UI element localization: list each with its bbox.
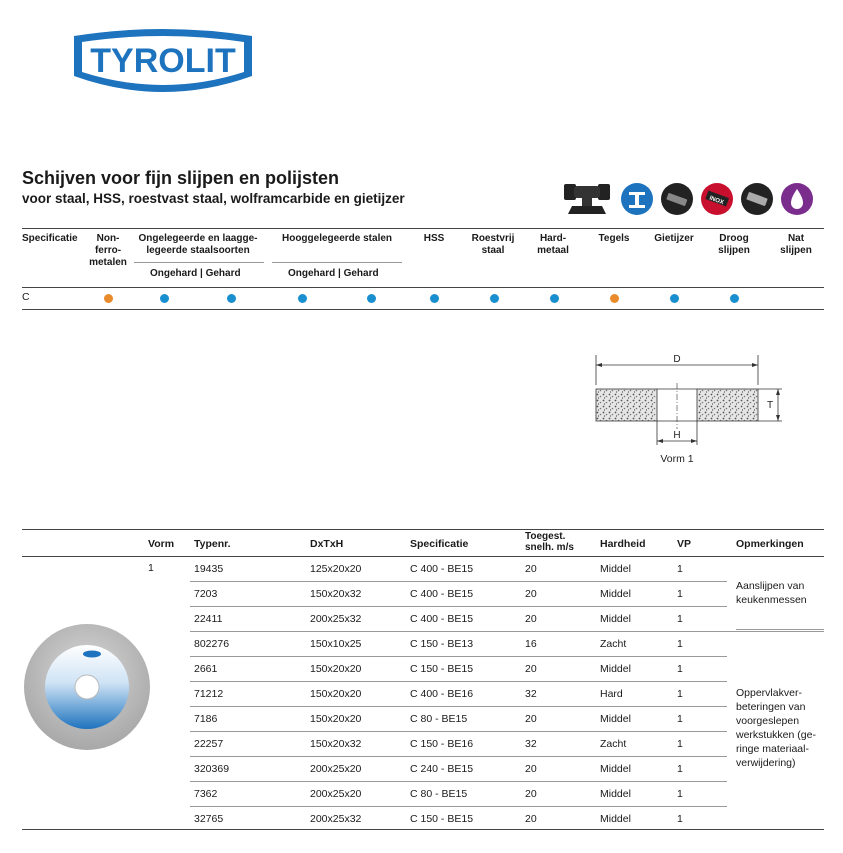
cell-dxtxh: 150x20x20 [310, 663, 362, 675]
cell-dxtxh: 200x25x20 [310, 788, 362, 800]
cell-speed: 20 [525, 788, 537, 800]
cell-dxtxh: 200x25x32 [310, 613, 362, 625]
cell-typenr: 32765 [194, 813, 224, 825]
table-row [0, 557, 843, 582]
cell-hardheid: Middel [600, 663, 631, 675]
table-row [0, 757, 843, 782]
header-droog: Droog slijpen [718, 233, 750, 256]
suitability-dot [550, 294, 559, 303]
remark-1: Aanslijpen van keukenmessen [736, 580, 807, 606]
page-title: Schijven voor fijn slijpen en polijsten [22, 168, 340, 188]
cell-specificatie: C 400 - BE16 [410, 688, 474, 700]
steel-profile-icon [620, 180, 654, 218]
cell-specificatie: C 80 - BE15 [410, 788, 468, 800]
th-vorm: Vorm [148, 538, 175, 550]
inox-icon [700, 180, 734, 218]
bench-grinder-icon [560, 180, 614, 218]
grinding-wheel-image [22, 622, 152, 752]
suitability-dot [610, 294, 619, 303]
cell-dxtxh: 200x25x20 [310, 763, 362, 775]
cast-iron-icon [780, 180, 814, 218]
header-hardmetaal: Hard- metaal [537, 233, 569, 256]
cell-dxtxh: 125x20x20 [310, 563, 362, 575]
cell-dxtxh: 150x20x20 [310, 713, 362, 725]
cell-typenr: 19435 [194, 563, 224, 575]
cell-specificatie: C 240 - BE15 [410, 763, 474, 775]
cell-specificatie: C 400 - BE15 [410, 588, 474, 600]
suitability-dot [730, 294, 739, 303]
cell-hardheid: Zacht [600, 638, 627, 650]
th-hardheid: Hardheid [600, 538, 646, 550]
suitability-dot [490, 294, 499, 303]
suitability-dot [227, 294, 236, 303]
cell-typenr: 7362 [194, 788, 218, 800]
th-toegest: Toegest. snelh. m/s [525, 531, 574, 553]
cell-hardheid: Middel [600, 613, 631, 625]
header-hss: HSS [423, 233, 445, 244]
spec-row-bottom-rule [22, 309, 824, 310]
cell-speed: 20 [525, 763, 537, 775]
ongelegeerde-sub-rule [134, 262, 264, 263]
svg-text:INOX: INOX [708, 195, 725, 207]
tyrolit-logo [68, 28, 258, 104]
cell-typenr: 71212 [194, 688, 224, 700]
cell-speed: 20 [525, 588, 537, 600]
diagram-t-label: T [766, 400, 774, 411]
cell-vp: 1 [677, 688, 683, 700]
diagram-d-label: D [673, 354, 681, 365]
svg-text:TYROLIT: TYROLIT [90, 42, 236, 80]
th-typenr: Typenr. [194, 538, 231, 550]
vorm-value: 1 [148, 562, 154, 574]
cell-typenr: 802276 [194, 638, 230, 650]
cell-vp: 1 [677, 663, 683, 675]
carbide-icon [740, 180, 774, 218]
header-roestvrij: Roestvrij staal [471, 233, 515, 256]
cell-typenr: 2661 [194, 663, 218, 675]
cell-vp: 1 [677, 813, 683, 825]
cell-typenr: 22411 [194, 613, 223, 625]
cell-speed: 20 [525, 713, 537, 725]
table-row [0, 582, 843, 607]
cell-specificatie: C 400 - BE15 [410, 613, 474, 625]
suitability-dot [367, 294, 376, 303]
header-non-ferro: Non- ferro- metalen [89, 233, 127, 268]
cell-vp: 1 [677, 738, 683, 750]
cell-hardheid: Middel [600, 763, 631, 775]
suitability-dot [430, 294, 439, 303]
cell-vp: 1 [677, 613, 683, 625]
cell-typenr: 320369 [194, 763, 230, 775]
cell-hardheid: Middel [600, 813, 631, 825]
cell-specificatie: C 150 - BE15 [410, 813, 474, 825]
ongelegeerde-subheader: Ongehard | Gehard [150, 268, 241, 279]
cell-speed: 20 [525, 613, 537, 625]
cell-dxtxh: 150x10x25 [310, 638, 362, 650]
product-table-top-rule [22, 529, 824, 530]
page-subtitle: voor staal, HSS, roestvast staal, wolframcarbide en gietijzer [22, 191, 405, 206]
cell-typenr: 7203 [194, 588, 218, 600]
suitability-dot [160, 294, 169, 303]
spec-row-top-rule [22, 287, 824, 288]
hss-icon [660, 180, 694, 218]
suitability-dot [104, 294, 113, 303]
cell-speed: 32 [525, 738, 537, 750]
th-specificatie: Specificatie [410, 538, 469, 550]
cell-hardheid: Middel [600, 788, 631, 800]
header-nat: Nat slijpen [780, 233, 812, 256]
cell-vp: 1 [677, 638, 683, 650]
remark-divider [736, 629, 824, 630]
cell-speed: 20 [525, 813, 537, 825]
cell-hardheid: Middel [600, 563, 631, 575]
cell-speed: 32 [525, 688, 537, 700]
th-opmerkingen: Opmerkingen [736, 538, 804, 550]
cell-speed: 20 [525, 563, 537, 575]
cell-hardheid: Hard [600, 688, 623, 700]
cell-hardheid: Middel [600, 713, 631, 725]
header-specificatie: Specificatie [22, 233, 78, 244]
hooggelegeerde-sub-rule [272, 262, 402, 263]
cell-specificatie: C 150 - BE15 [410, 663, 474, 675]
cell-speed: 20 [525, 663, 537, 675]
cell-dxtxh: 150x20x32 [310, 588, 362, 600]
cell-vp: 1 [677, 588, 683, 600]
cell-hardheid: Zacht [600, 738, 627, 750]
header-hooggelegeerde: Hooggelegeerde stalen [281, 233, 393, 244]
cell-typenr: 22257 [194, 738, 224, 750]
spec-table-top-rule [22, 228, 824, 229]
header-ongelegeerde: Ongelegeerde en laagge- legeerde staalsoorten [138, 233, 258, 256]
header-gietijzer: Gietijzer [654, 233, 694, 244]
cell-hardheid: Middel [600, 588, 631, 600]
cell-vp: 1 [677, 763, 683, 775]
header-tegels: Tegels [598, 233, 630, 244]
diagram-caption: Vorm 1 [660, 453, 694, 465]
cell-dxtxh: 150x20x20 [310, 688, 362, 700]
hooggelegeerde-subheader: Ongehard | Gehard [288, 268, 379, 279]
cell-typenr: 7186 [194, 713, 218, 725]
table-row [0, 782, 843, 807]
cell-vp: 1 [677, 713, 683, 725]
wheel-shape-diagram [590, 345, 790, 470]
diagram-h-label: H [673, 430, 681, 441]
cell-dxtxh: 200x25x32 [310, 813, 362, 825]
cell-specificatie: C 80 - BE15 [410, 713, 468, 725]
cell-specificatie: C 150 - BE13 [410, 638, 474, 650]
cell-specificatie: C 150 - BE16 [410, 738, 474, 750]
th-vp: VP [677, 538, 692, 550]
product-table-bottom-rule [22, 829, 824, 830]
remark-2: Oppervlakver- beteringen van voorgeslepen werkstukken (ge- ringe materiaal- verwijdering) [736, 687, 816, 769]
th-dxtxh: DxTxH [310, 538, 344, 550]
cell-dxtxh: 150x20x32 [310, 738, 362, 750]
cell-vp: 1 [677, 788, 683, 800]
cell-vp: 1 [677, 563, 683, 575]
application-icons [560, 180, 814, 218]
suitability-dot [670, 294, 679, 303]
suitability-dot [298, 294, 307, 303]
cell-speed: 16 [525, 638, 537, 650]
spec-row-label: C [22, 291, 30, 303]
cell-specificatie: C 400 - BE15 [410, 563, 474, 575]
